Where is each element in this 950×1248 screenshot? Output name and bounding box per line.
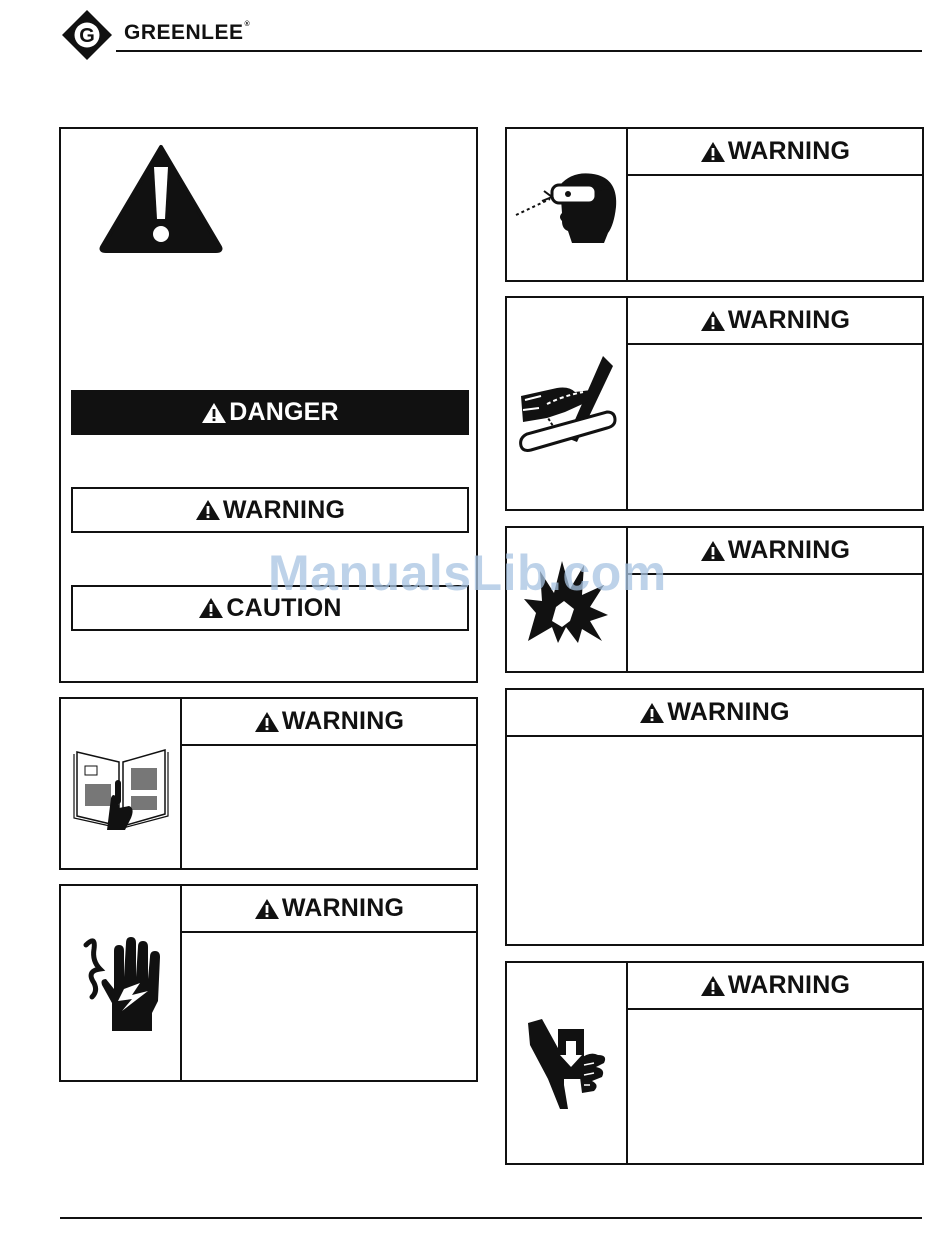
alert-triangle-icon [639, 702, 665, 724]
warning-label: WARNING [727, 137, 851, 165]
warning-label: WARNING [667, 698, 790, 726]
icon-cell [61, 699, 182, 868]
alert-triangle-icon [700, 975, 726, 997]
warning-signal [700, 306, 850, 335]
alert-triangle-icon [195, 499, 221, 521]
warning-signal [700, 137, 850, 166]
alert-triangle-icon [254, 711, 280, 733]
warning-box-crush-hazard [505, 961, 924, 1165]
warning-signal [700, 536, 850, 565]
warning-label: WARNING [281, 707, 405, 735]
electric-shock-hand-icon [78, 931, 164, 1035]
signal-header [507, 690, 922, 737]
warning-label: WARNING [222, 495, 346, 524]
icon-cell [507, 298, 628, 509]
alert-triangle-icon [700, 141, 726, 163]
signal-header [628, 963, 922, 1010]
registered-mark: ® [244, 21, 251, 28]
warning-signal [254, 894, 404, 923]
warning-box-read-manual [59, 697, 478, 870]
icon-cell [507, 963, 628, 1163]
warning-box-electric-shock [59, 884, 478, 1082]
greenlee-logo-icon [62, 10, 112, 60]
pinch-crush-hazard-icon [524, 1015, 610, 1111]
footer-rule [60, 1217, 922, 1219]
brand-name [124, 21, 250, 45]
icon-cell [61, 886, 182, 1080]
danger-signal-bar [71, 390, 469, 435]
warning-box-eye-protection [505, 127, 924, 282]
alert-triangle-icon [198, 597, 224, 619]
warning-label: WARNING [727, 306, 851, 334]
danger-label: DANGER [229, 398, 339, 426]
signal-header [628, 298, 922, 345]
signal-header [628, 528, 922, 575]
brand-text: GREENLEE [124, 21, 244, 44]
hand-cut-hazard-icon [517, 352, 617, 456]
warning-signal [195, 496, 345, 525]
alert-triangle-icon [201, 402, 227, 424]
danger-signal [201, 398, 339, 427]
watermark: ManualsLib.com [268, 545, 667, 601]
alert-triangle-icon [700, 310, 726, 332]
alert-triangle-icon [254, 898, 280, 920]
header-rule [116, 50, 922, 52]
read-manual-icon [71, 736, 171, 832]
signal-header [628, 129, 922, 176]
warning-label: WARNING [281, 894, 405, 922]
warning-signal [639, 698, 789, 727]
safety-alert-triangle-icon [98, 143, 224, 253]
caution-label: CAUTION [226, 593, 342, 622]
signal-header [182, 699, 476, 746]
eye-protection-goggles-icon [512, 165, 622, 245]
warning-box-cut-hazard [505, 296, 924, 511]
warning-signal [254, 707, 404, 736]
warning-signal [700, 971, 850, 1000]
warning-label: WARNING [727, 536, 851, 564]
alert-triangle-icon [700, 540, 726, 562]
logo-letter: G [79, 25, 95, 47]
icon-cell [507, 129, 628, 280]
warning-label: WARNING [727, 971, 851, 999]
warning-box-general [505, 688, 924, 946]
signal-header [182, 886, 476, 933]
warning-signal-bar [71, 487, 469, 533]
